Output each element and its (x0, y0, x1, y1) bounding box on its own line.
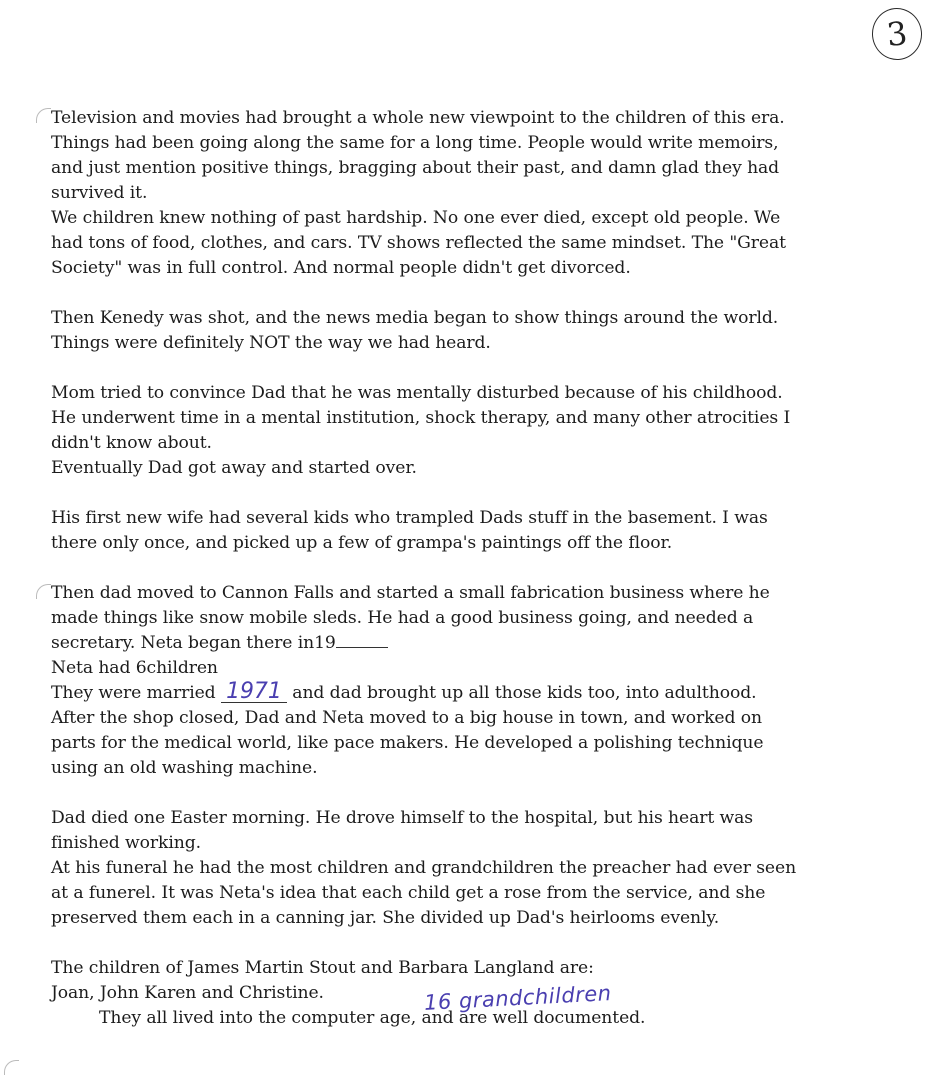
text-line: finished working. (51, 833, 201, 853)
paragraph-4 (51, 506, 901, 556)
text-line: Then Kenedy was shot, and the news media began to show things around the world. (51, 308, 779, 328)
handwritten-grandchildren-note: 16 grandchildren (423, 981, 613, 1015)
text-line: Then dad moved to Cannon Falls and started a small fabrication business where he (51, 583, 770, 603)
text-line: He underwent time in a mental institution, shock therapy, and many other atrocities I (51, 408, 791, 428)
paragraph-3 (51, 381, 901, 481)
married-text: They were married (51, 683, 221, 703)
scan-mark (36, 108, 51, 123)
handwritten-year: 1971 (221, 682, 287, 703)
neta-began-text: secretary. Neta began there in19 (51, 633, 336, 653)
text-line: had tons of food, clothes, and cars. TV shows reflected the same mindset. The "Great (51, 233, 786, 253)
text-line: At his funeral he had the most children and grandchildren the preacher had ever seen (51, 858, 797, 878)
text-line: Neta had 6children (51, 658, 218, 678)
text-line: preserved them each in a canning jar. She divided up Dad's heirlooms evenly. (51, 908, 720, 928)
text-line: Television and movies had brought a whole new viewpoint to the children of this era. (51, 108, 785, 128)
text-line: Society" was in full control. And normal people didn't get divorced. (51, 258, 631, 278)
text-line: We children knew nothing of past hardship. No one ever died, except old people. We (51, 208, 781, 228)
text-line: survived it. (51, 183, 148, 203)
text-line: The children of James Martin Stout and Barbara Langland are: (51, 958, 594, 978)
text-line: using an old washing machine. (51, 758, 318, 778)
paragraph-6 (51, 806, 901, 931)
text-line (51, 631, 901, 656)
text-line: Eventually Dad got away and started over. (51, 458, 417, 478)
text-line: They all lived into the computer age, and are well documented. (99, 1008, 646, 1028)
paragraph-1 (51, 106, 901, 281)
paragraph-5 (51, 581, 901, 781)
page-number: 3 (869, 6, 924, 63)
married-text: and dad brought up all those kids too, into adulthood. (286, 683, 757, 703)
text-line (51, 681, 901, 706)
document-body (51, 106, 901, 1031)
paragraph-2 (51, 306, 901, 356)
text-line: Things were definitely NOT the way we had heard. (51, 333, 491, 353)
text-line: didn't know about. (51, 433, 212, 453)
text-line: Dad died one Easter morning. He drove himself to the hospital, but his heart was (51, 808, 753, 828)
text-line: made things like snow mobile sleds. He had a good business going, and needed a (51, 608, 754, 628)
text-line: After the shop closed, Dad and Neta moved to a big house in town, and worked on (51, 708, 762, 728)
text-line: and just mention positive things, bragging about their past, and damn glad they had (51, 158, 780, 178)
text-line: Mom tried to convince Dad that he was mentally disturbed because of his childhood. (51, 383, 783, 403)
scan-mark (4, 1060, 19, 1075)
text-line: Joan, John Karen and Christine. (51, 983, 324, 1003)
text-line: His first new wife had several kids who trampled Dads stuff in the basement. I was (51, 508, 768, 528)
blank-year-line (336, 633, 388, 648)
text-line: Things had been going along the same for a long time. People would write memoirs, (51, 133, 779, 153)
scan-mark (36, 584, 51, 599)
text-line: at a funerel. It was Neta's idea that each child get a rose from the service, and she (51, 883, 766, 903)
text-line: there only once, and picked up a few of grampa's paintings off the floor. (51, 533, 673, 553)
text-line: parts for the medical world, like pace makers. He developed a polishing technique (51, 733, 764, 753)
